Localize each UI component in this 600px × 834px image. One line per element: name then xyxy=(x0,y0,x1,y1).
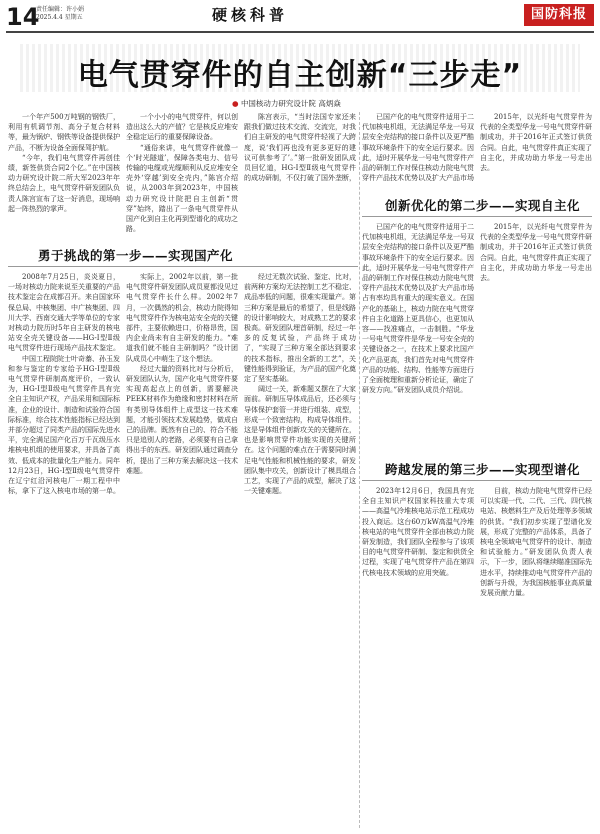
header-rule xyxy=(6,31,594,33)
byline-bullet-icon: ● xyxy=(232,99,239,108)
section-2-heading: 创新优化的第二步——实现自主化 xyxy=(385,198,581,213)
section-3-col-2 xyxy=(480,486,592,828)
byline xyxy=(232,98,341,109)
body-paragraph: 实际上，2002年以前，第一批电气贯穿件研发团队成员夏都没见过电气贯穿件长什么样。2002年7月，一次偶然的机会，核动力院得知电气贯穿件作为核电站安全壳的关键部件，主要依赖进口，价格昂贵，国内企业尚未有自主研发的能力。“难道我们就不能自主研制吗？”设计团队成员心中萌生了这个想法。 xyxy=(126,273,238,363)
intro-col-3 xyxy=(244,112,356,184)
section-title: 硬核科普 xyxy=(212,6,289,24)
intro-paragraph: 陈宫表示，“当时法国专家还来跟我们做过技术交流、交流完，对我们自主研发的电气贯穿件轻视了大跨度，说‘我们再也没有更多更好的建议可供参考了’。”第一批研发团队成员回忆道，HG-I型Ⅱ级电气贯穿件的成功研制，不仅打破了国外垄断， xyxy=(244,113,356,183)
intro-paragraph: 已国产化的电气贯穿件适用于二代加核电机组，无法满足华龙一号双层安全壳结构的接口条件以及更严酷事故环境条件下的安全运行要求。因此，适时开展华龙一号电气贯穿件产品的研制工作对保住核动力院电气贯穿件产品技术优势以及扩大产品市场 xyxy=(362,113,474,183)
body-paragraph: 2008年7月25日，炎炎夏日，一场对核动力院来说至关重要的产品技术鉴定会在成都召开。来自国家环保总局、中核集团、中广核集团、四川大学、西南交通大学等单位的专家对核动力院历时5年自主研发的核电站安全壳关键设备——HG-I型Ⅱ级电气贯穿件进行现场产品技术鉴定。 xyxy=(8,273,120,353)
intro-col-5 xyxy=(480,112,592,184)
header-meta xyxy=(36,6,84,22)
page-header xyxy=(0,0,600,34)
section-1-col-3 xyxy=(244,272,356,828)
body-paragraph: 目前，核动力院电气贯穿件已经可以实现一代、二代、三代、四代核电站、核燃料生产及后处理等多领域的供货。“我们初步实现了型谱化发展，形成了完整的产品体系，具备了核电全领域电气贯穿件的设计、制造和试验能力。”研发团队负责人表示，下一步，团队将继续瞄准国际先进水平，持续推动电气贯穿件产品的创新与升级，为我国核能事业高质量发展贡献力量。 xyxy=(480,487,592,598)
byline-text: 中国核动力研究设计院 高炳焱 xyxy=(240,99,341,108)
body-paragraph: 阔过一关，新难题又摆在了大家面前。研制压导体成品后，还必须与导体保护套管一并进行组装、成型，形成一个致密结构，构成导体组件。这是导体组件创新攻关的关键所在，也是影响贯穿件功能实现的关键所在。这个问题的难点在于需要同时满足电气性能和机械性能的要求，研发团队集中攻关，创新设计了模具组合工艺，实现了产品的成型，解决了这一关键难题。 xyxy=(244,385,356,496)
intro-paragraph: “通俗来讲，电气贯穿件就像一个‘时光隧道’，保障各类电力、信号传输的电缆或光缆顺利从反应堆安全壳外‘穿越’到安全壳内，”陈宫介绍说，从2003年到2023年，中国核动力研究设计院把自主创新“贯穿”始终，踏出了一条电气贯穿件从国产化到自主化再到型谱化的成功之路。 xyxy=(126,143,238,234)
section-3-rule xyxy=(362,480,592,481)
intro-paragraph: “今年，我们电气贯穿件再创佳绩，新签供货合同2个亿。”在中国核动力研究设计院二所大军2023年年终总结会上，电气贯穿件研发团队负责人陈宫宣布了这一好消息，现场响起一阵热烈的掌声。 xyxy=(8,153,120,213)
editor-line: 责任编辑：许小娟 xyxy=(36,6,85,13)
intro-col-2 xyxy=(126,112,238,234)
intro-paragraph: 2015年，以光纤电气贯穿件为代表的全类型华龙一号电气贯穿件研制成功，并于2016年正式签订供货合同。自此，电气贯穿件真正实现了自主化，并成功助力华龙一号走出去。 xyxy=(480,113,592,173)
body-paragraph: 中国工程院院士叶奇蓁、孙玉发和参与鉴定的专家给予HG-I型Ⅱ级电气贯穿件研制高度评价，一致认为，HG-I型Ⅱ级电气贯穿件具有完全自主知识产权，产品采用和国际标准，企业的设计、制造和试验符合国际标准，综合技术性能指标已经达到并部分超过了同类产品的国际先进水平，完全满足国产化百万千瓦级压水堆核电机组的使用要求，并具备了高效、低成本的批量化生产能力。同年12月23日，HG-I型Ⅱ级电气贯穿件在辽宁红沿河核电厂一期工程中中标，拿下了这入核电市场的第一单。 xyxy=(8,354,120,496)
section-2-rule xyxy=(362,216,592,217)
body-paragraph: 经过大量的资料比对与分析后，研发团队认为，国产化电气贯穿件要实现高起点上的创新，需要解决PEEK材料作为绝缘和密封材料在所有类别导体组件上成型这一技术难题，才能引领技术发展趋势，做成自己的品牌。既然有自己的、符合不能只是追别人的老路，必须要有自己拿得出手的东西。研发团队通过调查分析，提出了三种方案去解决这一技术难题。 xyxy=(126,364,238,475)
body-paragraph: 已国产化的电气贯穿件适用于二代加核电机组，无法满足华龙一号双层安全壳结构的接口条件以及更严酷事故环境条件下的安全运行要求。因此，适时开展华龙一号电气贯穿件产品的研制工作对保住核动力院电气贯穿件产品技术优势以及扩大产品市场占有率均具有重大的现实意义。在国产化的基础上，核动力院在电气贯穿件自主化道路上更具信心，也更加从容——找准痛点，一击制胜。“华龙一号电气贯穿件是华龙一号安全壳的关键设备之一，在技术上要求比国产化产品更高，我们首先对电气贯穿件产品的功能、结构、性能等方面进行了全面梳理和重新分析论证，确定了研发方向。”研发团队成员介绍说。 xyxy=(362,223,474,395)
section-2-col-1 xyxy=(362,222,474,444)
intro-paragraph: 一个年产500万吨钢的钢铁厂，利用有机调节剂、高分子复合材料等，最为锅炉、钢铁等设备提供保护产品，不断为设备全面保驾护航。 xyxy=(8,113,120,152)
article-title: 电气贯穿件的自主创新“三步走” xyxy=(77,58,523,93)
body-paragraph: 2015年，以光纤电气贯穿件为代表的全类型华龙一号电气贯穿件研制成功，并于2016年正式签订供货合同。自此，电气贯穿件真正实现了自主化，并成功助力华龙一号走出去。 xyxy=(480,223,592,283)
column-divider xyxy=(359,112,360,828)
section-1-col-1 xyxy=(8,272,120,828)
section-1-col-2 xyxy=(126,272,238,828)
body-paragraph: 2023年12月6日，我国具有完全自主知识产权国家科技重大专项——高温气冷堆核电站示范工程成功投入商运。这台60万kW高温气冷堆核电站的电气贯穿件全部由核动力院研发制造，我们团队全程参与了该项目的电气贯穿件研制、鉴定和供货全过程，实现了电气贯穿件产品在第四代核电技术领域的应用突破。 xyxy=(362,487,474,577)
section-1-rule xyxy=(8,266,358,267)
intro-col-4 xyxy=(362,112,474,184)
section-1-heading: 勇于挑战的第一步——实现国产化 xyxy=(38,248,234,263)
section-2-col-2 xyxy=(480,222,592,444)
body-paragraph: 经过无数次试验、鉴定、比对，前两种方案均无法控制工艺不稳定、成品率低的问题，很难实现量产。第三种方案是最后的希望了，但是线路的设计影响较大，对成熟工艺的要求极高。研发团队埋首研制，经过一年多的反复试验，产品终于成功了，“实现了三种方案全部达到要求的技术指标，推出全新的工艺”，关键性能得到验证，为产品的国产化奠定了坚实基础。 xyxy=(244,273,356,384)
intro-paragraph: 一个小小的电气贯穿件，何以创造出这么大的产值？它是核反应堆安全稳定运行的重要保障设备。 xyxy=(126,113,238,142)
page-number: 14 xyxy=(6,3,40,31)
section-3-heading: 跨越发展的第三步——实现型谱化 xyxy=(385,462,581,477)
date-line: 2025.4.4 星期五 xyxy=(36,14,83,21)
intro-col-1 xyxy=(8,112,120,234)
section-3-col-1 xyxy=(362,486,474,828)
newspaper-logo: 国防科报 xyxy=(524,4,594,26)
